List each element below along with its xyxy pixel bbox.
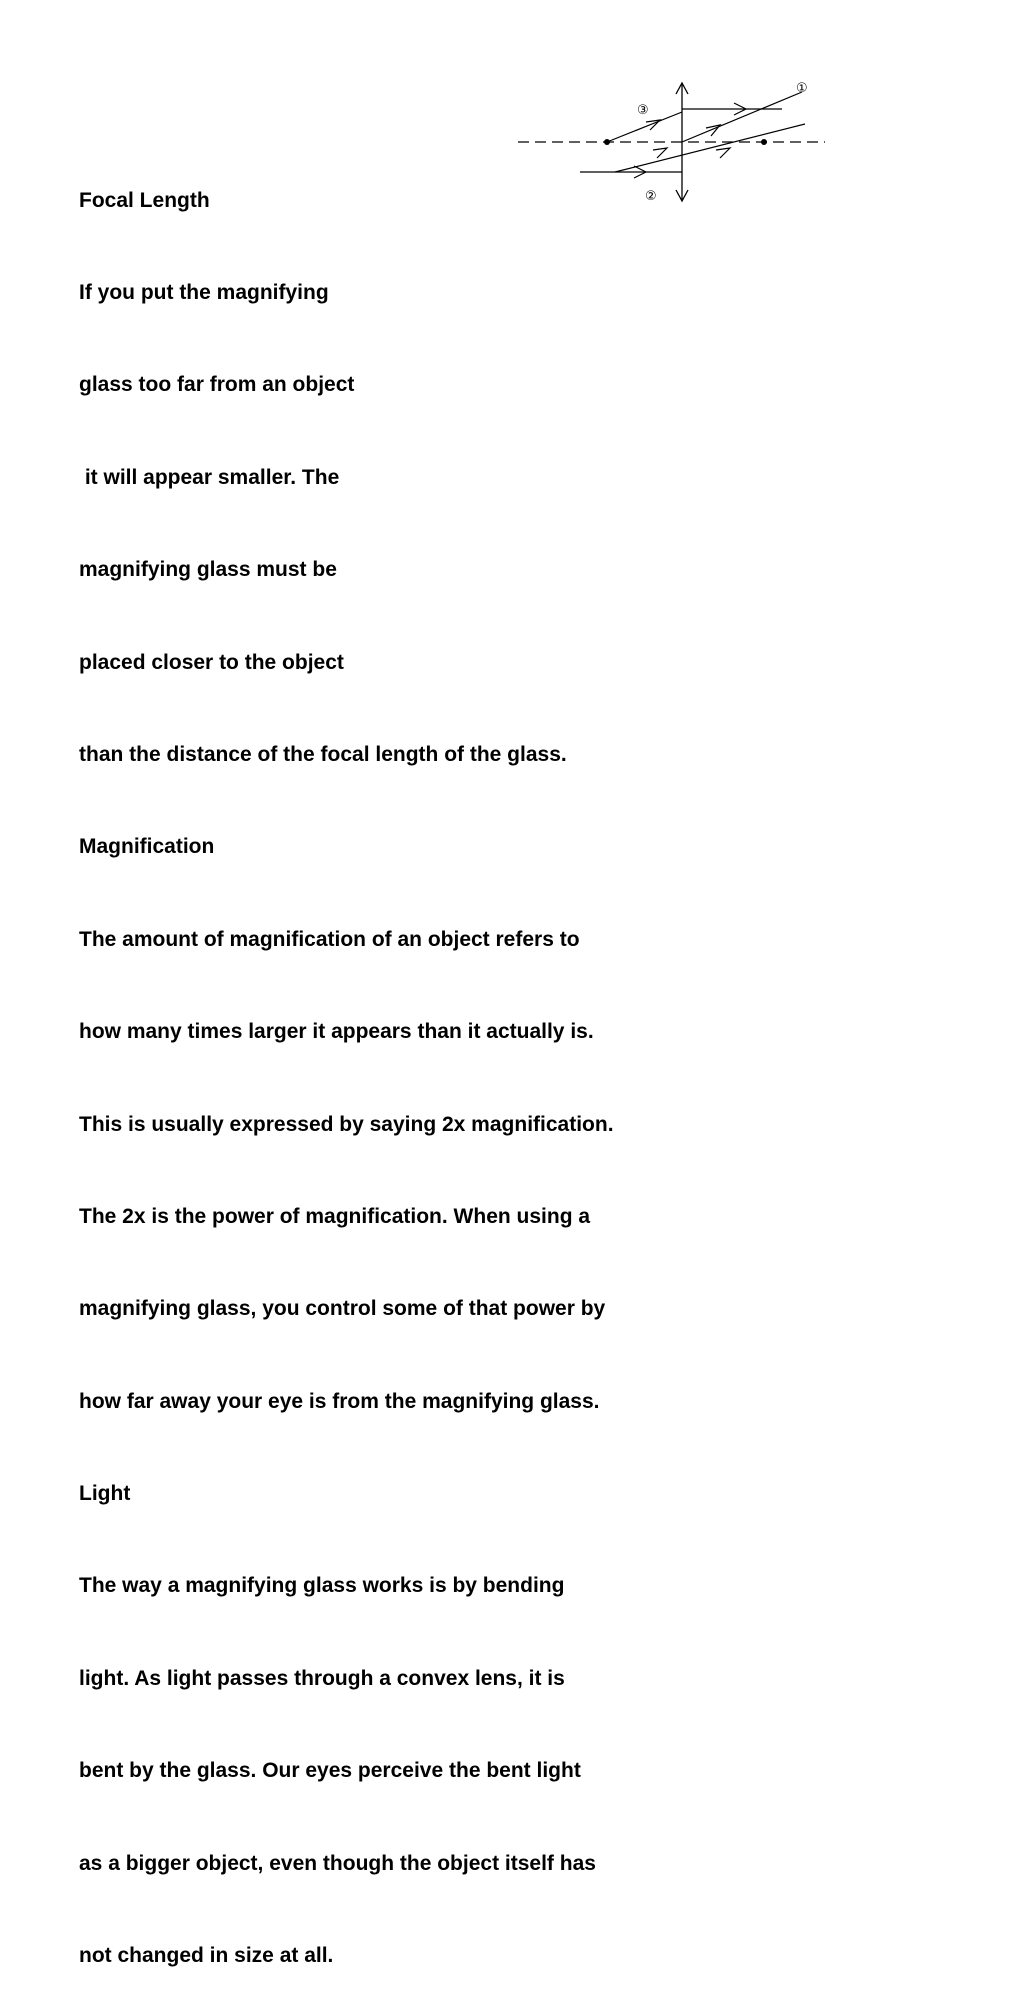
text-line: placed closer to the object xyxy=(79,650,344,674)
text-line: how far away your eye is from the magnifying glass. xyxy=(79,1389,600,1413)
lens-ray-diagram-svg xyxy=(510,72,830,212)
text-line: magnifying glass, you control some of that power by xyxy=(79,1297,606,1321)
text-line: The amount of magnification of an object refers to xyxy=(79,927,580,951)
text-line: not changed in size at all. xyxy=(79,1944,334,1968)
heading-magnification: Magnification xyxy=(79,835,215,859)
text-line: This is usually expressed by saying 2x magnification. xyxy=(79,1112,614,1136)
text-line: light. As light passes through a convex lens, it is xyxy=(79,1666,565,1690)
focal-point-right xyxy=(761,139,767,145)
ray-label-3: ③ xyxy=(637,103,649,118)
lens-ray-diagram xyxy=(510,72,830,212)
text-line: magnifying glass must be xyxy=(79,558,337,582)
text-line: The way a magnifying glass works is by bending xyxy=(79,1574,565,1598)
text-line: bent by the glass. Our eyes perceive the bent light xyxy=(79,1759,581,1783)
ray-label-2: ② xyxy=(645,189,657,204)
ray-label-1: ① xyxy=(796,81,808,96)
heading-focal-length: Focal Length xyxy=(79,188,210,212)
body-text xyxy=(79,124,614,2003)
text-line: as a bigger object, even though the object itself has xyxy=(79,1851,596,1875)
text-line: If you put the magnifying xyxy=(79,280,329,304)
ray-1-outgoing xyxy=(682,92,802,142)
ray-3-mid-arrowhead xyxy=(653,148,667,158)
heading-light: Light xyxy=(79,1482,131,1506)
text-line: than the distance of the focal length of the glass. xyxy=(79,742,567,766)
ray-2-outgoing xyxy=(615,124,805,172)
text-line: how many times larger it appears than it actually is. xyxy=(79,1020,594,1044)
text-line: glass too far from an object xyxy=(79,373,355,397)
ray-2-outgoing-arrowhead xyxy=(716,148,730,158)
text-line: it will appear smaller. The xyxy=(79,465,340,489)
text-line: The 2x is the power of magnification. When using a xyxy=(79,1204,591,1228)
